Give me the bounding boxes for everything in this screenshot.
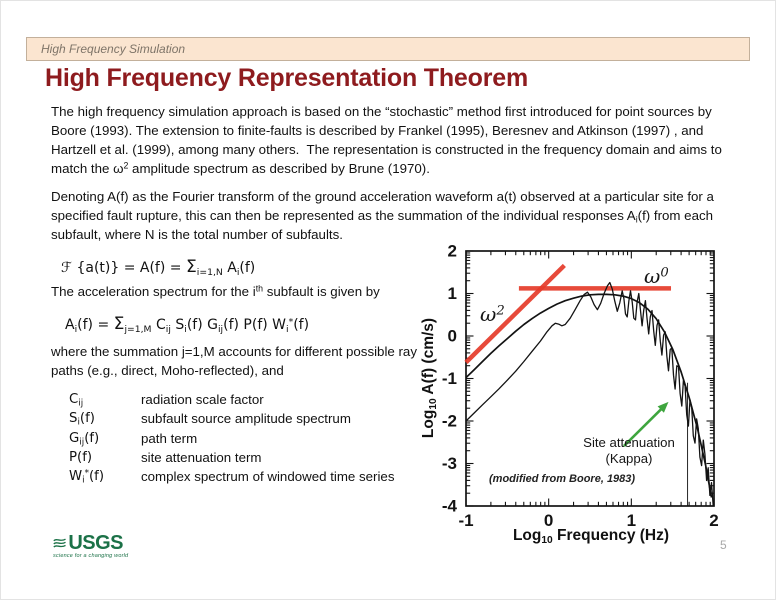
summation-note: where the summation j=1,M accounts for different possible ray paths (e.g., direct, Moho-reflected), and	[51, 344, 417, 378]
definition-row	[69, 467, 394, 486]
definition-row	[69, 429, 394, 448]
omega-zero-label: $\omega^0$	[644, 264, 669, 288]
page-number: 5	[720, 538, 727, 552]
x-tick-label: 0	[543, 511, 554, 530]
definition-row	[69, 390, 394, 409]
definition-row	[69, 409, 394, 428]
page-title: High Frequency Representation Theorem	[45, 64, 528, 92]
y-tick-label: -3	[441, 454, 457, 473]
formula-subfault-spectrum: $A_i(f) = \Sigma_{j=1,M}$ $C_{ij}$ $S_i(f)$ $G_{ij}(f)$ P(f) $W_i^*(f)$	[65, 314, 310, 335]
kappa-label: (Kappa)	[605, 451, 653, 466]
y-tick-label: 0	[447, 326, 457, 346]
y-tick-label: 2	[447, 241, 457, 261]
definition-description: site attenuation term	[141, 449, 262, 465]
y-tick-label: 1	[447, 284, 457, 303]
site-attenuation-line1: Site attenuation	[583, 435, 675, 450]
acceleration-spectrum-caption: The acceleration spectrum for the $i^{th}$ subfault is given by	[51, 283, 380, 299]
usgs-wordmark: USGS	[68, 532, 123, 554]
chart-credit: (modified from Boore, 1983)	[489, 473, 636, 485]
x-tick-label: -1	[458, 511, 474, 530]
definition-symbol: $C_{ij}$	[69, 392, 84, 409]
intro-paragraph: The high frequency simulation approach is based on the “stochastic” method first introduced for point sources by Boore (1993). The extension to finite-faults is described by Frankel (1995), Beresnev and Atkinson (1997) , and Hartzell et al. (1999), among many others. The representation is constructed in the frequency domain and aims to match the $\omega^2$ amplitude spectrum as described by Brune (1970).	[51, 104, 722, 176]
usgs-waves-icon	[53, 536, 66, 551]
chart-x-axis-title: Log$_{10}$ Frequency (Hz)	[512, 527, 670, 547]
header-tab-label: High Frequency Simulation	[41, 42, 186, 56]
definition-description: subfault source amplitude spectrum	[141, 411, 351, 427]
chart-y-axis-title: Log$_{10}$ A(f) (cm/s)	[420, 317, 440, 439]
definition-symbol: $G_{ij}(f)$	[69, 430, 100, 448]
definition-symbol: $W_i^*(f)$	[69, 468, 105, 486]
usgs-tagline: science for a changing world	[53, 553, 129, 559]
x-tick-label: 2	[709, 511, 719, 530]
definition-description: path term	[141, 430, 198, 446]
definition-symbol: P(f)	[69, 449, 93, 465]
definitions-list	[69, 390, 394, 486]
definition-description: complex spectrum of windowed time series	[141, 469, 395, 485]
header-tab	[26, 37, 750, 61]
definition-row	[69, 448, 394, 467]
spectrum-chart	[411, 241, 776, 561]
definition-symbol: $S_i(f)$	[69, 411, 95, 428]
usgs-logo	[53, 532, 129, 559]
x-tick-label: 1	[626, 511, 637, 530]
formula-fourier-sum: ℱ $\{a(t)\} = A(f) = \Sigma_{i=1,N}$ $A_i(f)$	[61, 257, 256, 278]
y-tick-label: -2	[441, 411, 457, 431]
fourier-paragraph: Denoting A(f) as the Fourier transform of the ground acceleration waveform a(t) observed at a particular site for a specified fault rupture, this can then be represented as the summation of the individual responses $A_i(f)$ from each subfault, where N is the total number of subfaults.	[51, 189, 714, 242]
omega-squared-label: $\omega^2$	[480, 302, 505, 326]
definition-description: radiation scale factor	[141, 392, 264, 407]
y-tick-label: -4	[441, 496, 457, 516]
y-tick-label: -1	[441, 369, 457, 388]
site-attenuation-label	[561, 435, 697, 467]
